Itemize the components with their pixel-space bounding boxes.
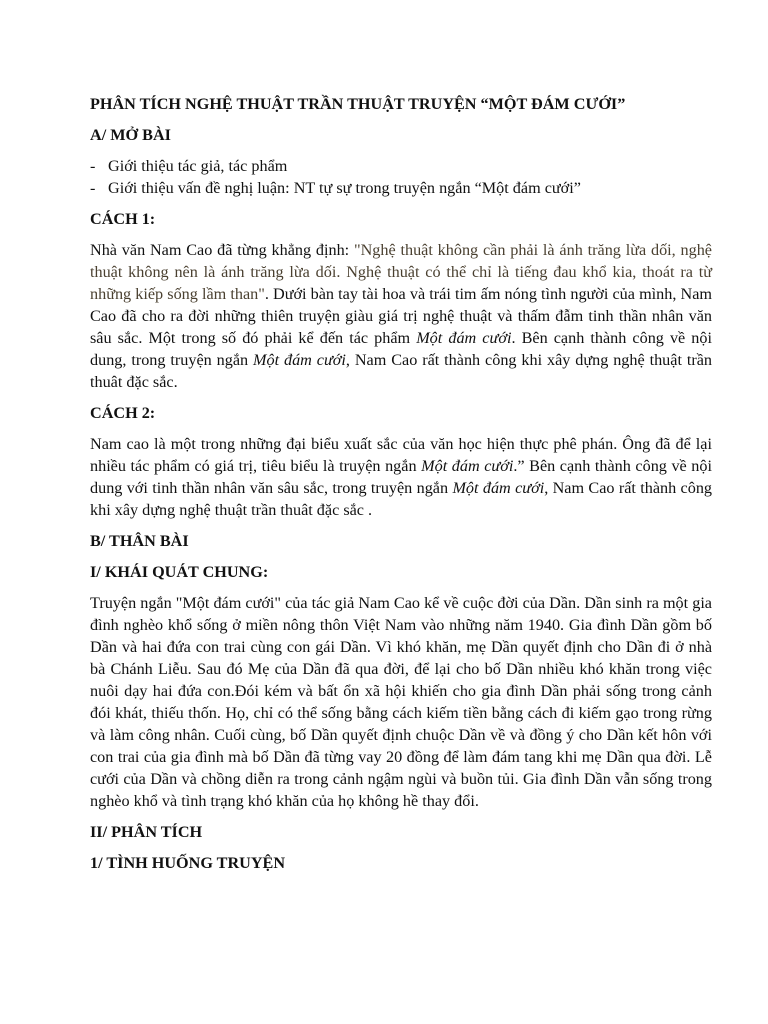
list-item	[90, 177, 712, 199]
section-heading-phan-tich: II/ PHÂN TÍCH	[90, 823, 203, 841]
text-run: , Nam Cao rất thành công khi xây dựng nghệ thuật trần thuât đặc sắc .	[90, 479, 713, 519]
work-title: Một đám cưới	[452, 479, 545, 497]
bullet-text: Giới thiệu vấn đề nghị luận: NT tự sự trong truyện ngắn “Một đám cưới”	[108, 179, 581, 197]
section-heading-tinh-huong: 1/ TÌNH HUỐNG TRUYỆN	[90, 854, 286, 872]
section-heading-khai-quat: I/ KHÁI QUÁT CHUNG:	[90, 563, 269, 581]
text-run: Nhà văn Nam Cao đã từng khẳng định:	[90, 241, 354, 259]
bullet-marker: -	[90, 157, 96, 175]
section-heading-cach-2: CÁCH 2:	[90, 404, 156, 422]
quotation: "Nghệ thuật không cần phải là ánh trăng lừa dối, nghệ thuật không nên là ánh trăng lừa dối. Nghệ thuật có thể chỉ là tiếng đau khổ kia, thoát ra từ những kiếp sống lầm than"	[90, 241, 712, 303]
document-page	[90, 93, 712, 883]
work-title: Một đám cưới	[416, 329, 512, 347]
bullet-text: Giới thiệu tác giả, tác phẩm	[108, 157, 288, 175]
text-run: .” Bên cạnh thành công về nội dung với tinh thần nhân văn sâu sắc, trong truyện ngắn	[90, 457, 712, 497]
text-run: . Bên cạnh thành công về nội dung, trong truyện ngắn	[90, 329, 712, 369]
text-run: , Nam Cao rất thành công khi xây dựng nghệ thuật trần thuât đặc sắc.	[90, 351, 713, 391]
paragraph-khai-quat: Truyện ngắn "Một đám cưới" của tác giả Nam Cao kể về cuộc đời của Dần. Dần sinh ra một gia đình nghèo khổ sống ở miền nông thôn Việt Nam vào những năm 1940. Gia đình Dần gồm bố Dần và hai đứa con trai cùng con gái Dần. Vì khó khăn, mẹ Dần quyết định cho Dần đi ở nhà bà Chánh Liễu. Sau đó Mẹ của Dần đã qua đời, để lại cho bố Dần nhiều khó khăn trong việc nuôi dạy hai đứa con.Đói kém và bất ổn xã hội khiến cho gia đình Dần phải sống trong cảnh đói khát, thiếu thốn. Họ, chỉ có thể sống bằng cách kiếm tiền bằng cách đi kiếm gạo trong rừng và làm công nhân. Cuối cùng, bố Dần quyết định chuộc Dần về và đồng ý cho Dần kết hôn với con trai của gia đình mà bố Dần đã từng vay 20 đồng để làm đám tang khi mẹ Dần qua đời. Lễ cưới của Dần và chồng diễn ra trong cảnh ngậm ngùi và buồn tủi. Gia đình Dần vẫn sống trong nghèo khổ và tình trạng khó khăn của họ không hề thay đổi.	[90, 594, 712, 810]
section-heading-than-bai: B/ THÂN BÀI	[90, 532, 189, 550]
list-item	[90, 155, 712, 177]
mo-bai-bullet-list	[90, 155, 712, 199]
text-run: Nam cao là một trong những đại biểu xuất sắc của văn học hiện thực phê phán. Ông đã để lại nhiều tác phẩm có giá trị, tiêu biểu là truyện ngắn	[90, 435, 712, 475]
work-title: Một đám cưới	[253, 351, 346, 369]
work-title: Một đám cưới	[421, 457, 514, 475]
document-title: PHÂN TÍCH NGHỆ THUẬT TRẦN THUẬT TRUYỆN “MỘT ĐÁM CƯỚI”	[90, 95, 626, 113]
bullet-marker: -	[90, 179, 96, 197]
section-heading-cach-1: CÁCH 1:	[90, 210, 156, 228]
paragraph-cach-2	[90, 433, 712, 521]
text-run: . Dưới bàn tay tài hoa và trái tim ấm nóng tình người của mình, Nam Cao đã cho ra đời những thiên truyện giàu giá trị nghệ thuật và thấm đẫm tinh thần nhân văn sâu sắc. Một trong số đó phải kể đến tác phẩm	[90, 285, 712, 347]
section-heading-mo-bai: A/ MỞ BÀI	[90, 126, 171, 144]
paragraph-cach-1	[90, 239, 712, 393]
